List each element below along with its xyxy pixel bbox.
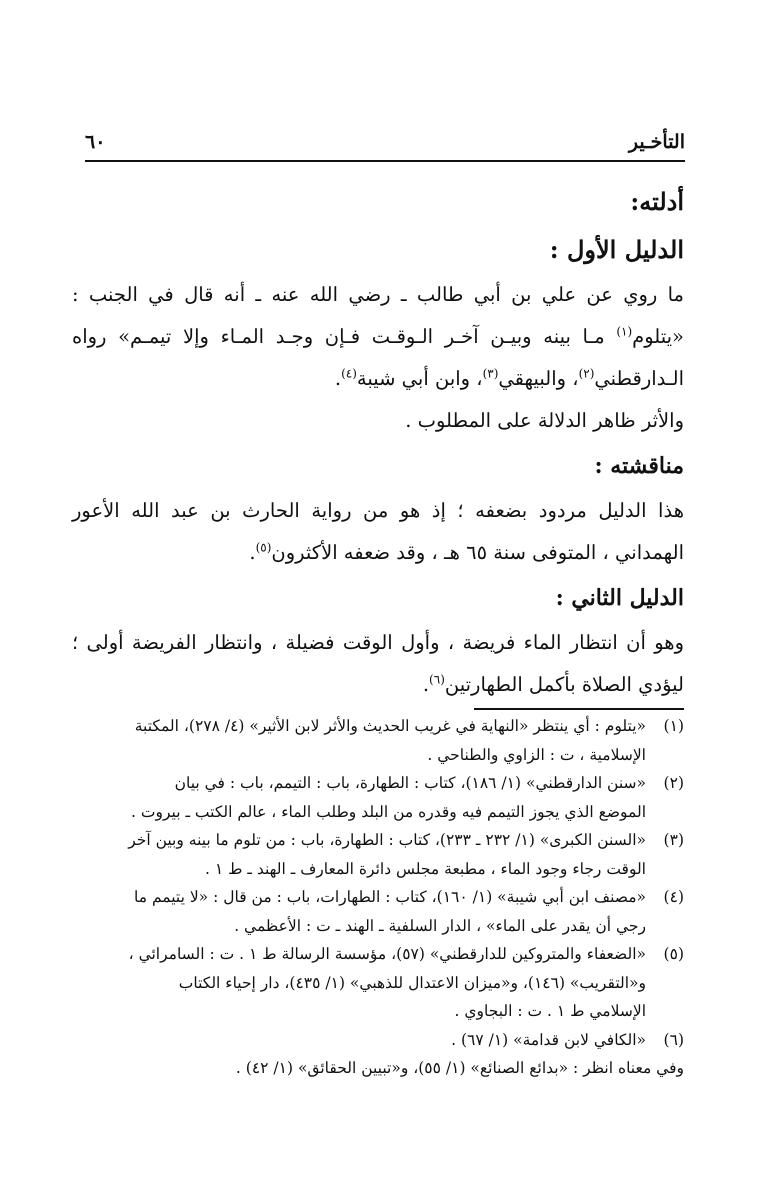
chapter-title: التأخـير <box>628 131 685 153</box>
heading-evidence: أدلته: <box>630 187 684 216</box>
header-rule <box>85 160 685 162</box>
footnote-ref-1[interactable]: (١) <box>616 324 633 339</box>
heading-first-evidence: الدليل الأول : <box>549 235 684 264</box>
main-text <box>72 178 684 706</box>
footnote-6: (٦) «الكافي لابن قدامة» (١/ ٦٧) . <box>451 1030 684 1049</box>
paragraph-conclusion: والأثر ظاهر الدلالة على المطلوب . <box>405 409 684 432</box>
footnote-1: (١) «يتلوم : أي ينتظر «النهاية في غريب الحديث والأثر لابن الأثير» (٤/ ٢٧٨)، المكتبة <box>134 717 684 735</box>
paragraph-discussion: هذا الدليل مردود بضعفه ؛ إذ هو من رواية الحارث بن عبد الله الأعور الهمداني ، المتوفى سنة ٦٥ هـ ، وقد ضعفه الأكثرون$^{(٥)}$. <box>72 499 684 564</box>
footnotes: (١) «يتلوم : أي ينتظر «النهاية في غريب الحديث والأثر لابن الأثير» (٤/ ٢٧٨)، المكتبة الإسلامية ، ت : الزاوي والطناحي . (٢) «سنن الدارقطني» (١/ ١٨٦)، كتاب : الطهارة، باب : التيمم، باب : في بيان الموضع الذي يجوز التيمم فيه وقدره من البلد وطلب الماء ، عالم الكتب ـ بيروت . (٣) «السنن الكبرى» (١/ ٢٣٢ ـ ٢٣٣)، كتاب : الطهارة، باب : من تلوم ما بينه وبين آخر الوقت رجاء وجود الماء ، مطبعة مجلس دائرة المعارف ـ الهند ـ ط ١ . (٤) «مصنف ابن أبي شيبة» (١/ ١٦٠)، كتاب : الطهارات، باب : من قال : «لا يتيمم ما رجي أن يقدر على الماء» ، الدار السلفية ـ الهند ـ ت : الأعظمي . (٥) «الضعفاء والمتروكين للدارقطني» (٥٧)، مؤسسة الرسالة ط ١ . ت : السامرائي ، و«التقريب» (١٤٦)، و«ميزان الاعتدال للذهبي» (١/ ٤٣٥)، دار إحياء الكتاب الإسلامي ط ١ . ت : البجاوي . (٦) «الكافي لابن قدامة» (١/ ٦٧) . وفي معناه انظر : «بدائع الصنائع» (١/ ٥٥)، و«تبيين الحقائق» (١/ ٤٢) . <box>72 712 684 1083</box>
footnote-3: (٣) «السنن الكبرى» (١/ ٢٣٢ ـ ٢٣٣)، كتاب : الطهارة، باب : من تلوم ما بينه وبين آخر <box>128 831 684 849</box>
heading-second-evidence: الدليل الثاني : <box>555 585 684 611</box>
heading-discussion: مناقشته : <box>594 453 684 479</box>
footnote-4: (٤) «مصنف ابن أبي شيبة» (١/ ١٦٠)، كتاب : الطهارات، باب : من قال : «لا يتيمم ما <box>134 888 684 906</box>
footnote-ref-2[interactable]: (٢) <box>578 366 595 381</box>
footnote-ref-4[interactable]: (٤) <box>341 366 357 381</box>
footnote-ref-5[interactable]: (٥) <box>255 540 272 555</box>
footnote-ref-3[interactable]: (٣) <box>482 366 499 381</box>
paragraph-first-evidence: ما روي عن علي بن أبي طالب ـ رضي الله عنه ـ أنه قال في الجنب : «يتلوم$^{(١)}$ مـا بينه وبيـن آخـر الـوقـت فـإن وجـد المـاء وإلا تيمـم» رواه الـدارقطني$^{(٢)}$، والبيهقي$^{(٣)}$، وابن أبي شيبة$^{(٤)}$. <box>72 283 684 390</box>
page-number: ٦٠ <box>85 131 106 153</box>
footnote-2: (٢) «سنن الدارقطني» (١/ ١٨٦)، كتاب : الطهارة، باب : التيمم، باب : في بيان <box>174 774 684 792</box>
footnote-ref-6[interactable]: (٦) <box>429 672 445 687</box>
footnote-rule <box>474 708 684 710</box>
running-header <box>85 128 685 156</box>
paragraph-second-evidence: وهو أن انتظار الماء فريضة ، وأول الوقت فضيلة ، وانتظار الفريضة أولى ؛ ليؤدي الصلاة بأكمل الطهارتين$^{(٦)}$. <box>72 631 684 696</box>
footnote-5: (٥) «الضعفاء والمتروكين للدارقطني» (٥٧)، مؤسسة الرسالة ط ١ . ت : السامرائي ، <box>128 945 684 963</box>
